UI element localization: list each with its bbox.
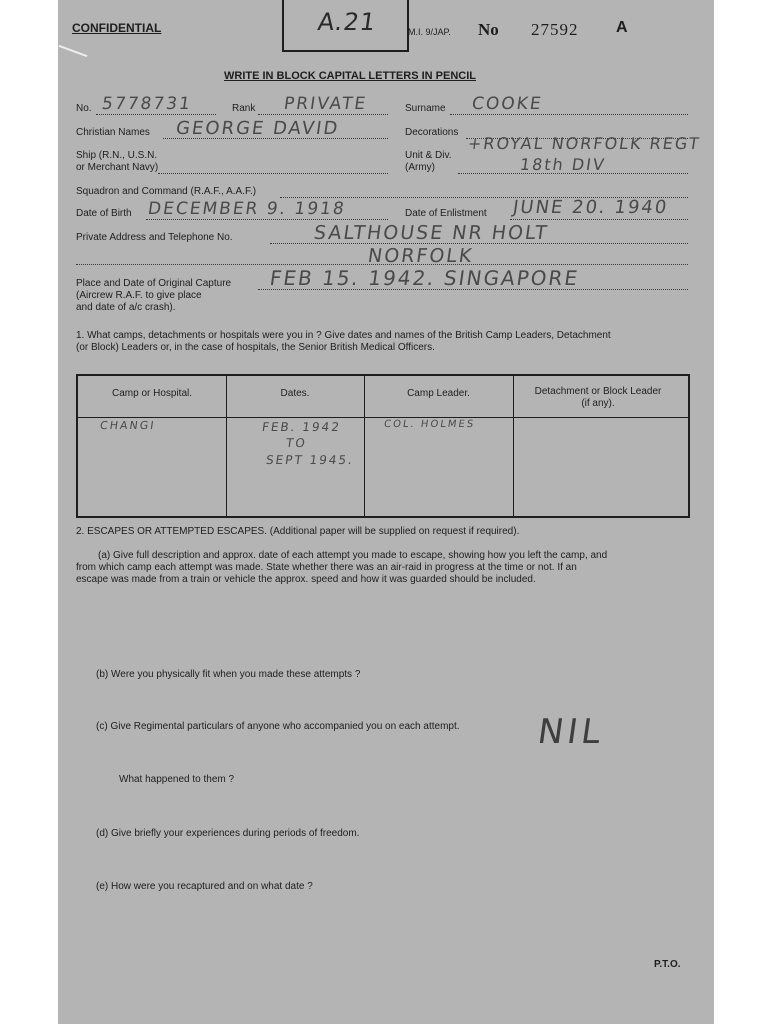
question-2c-followup: What happened to them ? (119, 774, 235, 785)
enlistment-value: JUNE 20. 1940 (511, 197, 670, 218)
question-2d: (d) Give briefly your experiences during periods of freedom. (96, 828, 360, 839)
please-turn-over: P.T.O. (654, 959, 681, 970)
string-tag (59, 45, 88, 57)
capture-label-3: and date of a/c crash). (76, 302, 176, 313)
unit-value-1: +ROYAL NORFOLK REGT (466, 134, 702, 153)
date-of-birth-value: DECEMBER 9. 1918 (146, 199, 348, 219)
rank-value: PRIVATE (282, 94, 369, 114)
question-2b: (b) Were you physically fit when you made these attempts ? (96, 669, 361, 680)
unit-label-1: Unit & Div. (405, 150, 452, 161)
question-2a-line-1: (a) Give full description and approx. date of each attempt you made to escape, showing how you left the camp, and (98, 550, 608, 561)
address-label: Private Address and Telephone No. (76, 232, 233, 243)
cell-camp-leader: COL. HOLMES (383, 419, 476, 430)
surname-label: Surname (405, 103, 446, 114)
rank-label: Rank (232, 103, 256, 114)
ship-line (158, 173, 388, 174)
capture-label-1: Place and Date of Original Capture (76, 278, 232, 289)
decorations-label: Decorations (405, 127, 459, 138)
christian-names-value: GEORGE DAVID (174, 118, 341, 139)
service-no-line (96, 114, 216, 115)
question-2a-line-3: escape was made from a train or vehicle the approx. speed and how it was guarded should be included. (76, 574, 536, 585)
question-2a-line-2: from which camp each attempt was made. State whether there was an air-raid in progress at the time or not. If an (76, 562, 577, 573)
date-of-birth-label: Date of Birth (76, 208, 132, 219)
address-value-2: NORFOLK (366, 245, 475, 267)
unit-value-2: 18th DIV (518, 155, 608, 174)
instruction-heading: WRITE IN BLOCK CAPITAL LETTERS IN PENCIL (224, 70, 476, 82)
question-1-line-2: (or Block) Leaders or, in the case of hospitals, the Senior British Medical Officers. (76, 342, 435, 353)
question-2c: (c) Give Regimental particulars of anyone who accompanied you on each attempt. (96, 721, 460, 732)
confidential-label: CONFIDENTIAL (72, 21, 162, 35)
header-camp-leader: Camp Leader. (407, 388, 470, 399)
form-reference: M.I. 9/JAP. (408, 27, 451, 37)
number-label: No (478, 20, 499, 39)
cell-camp: CHANGI (99, 419, 157, 432)
address-value-1: SALTHOUSE NR HOLT (312, 222, 551, 244)
service-no-value: 5778731 (100, 94, 194, 114)
stamp-number: A.21 (316, 8, 379, 36)
service-no-label: No. (76, 103, 92, 114)
squadron-label: Squadron and Command (R.A.F., A.A.F.) (76, 186, 257, 197)
cell-dates-3: SEPT 1945. (265, 453, 355, 467)
rank-line (258, 114, 388, 115)
form-number: 27592 (531, 20, 579, 39)
question-2c-answer: NIL (535, 712, 608, 752)
ship-label-2: or Merchant Navy) (76, 162, 159, 173)
surname-value: COOKE (470, 94, 544, 114)
camp-table (76, 374, 690, 518)
christian-names-label: Christian Names (76, 127, 150, 138)
header-dates: Dates. (280, 388, 310, 399)
header-camp: Camp or Hospital. (111, 388, 193, 399)
ship-label-1: Ship (R.N., U.S.N. (76, 150, 158, 161)
header-detachment-leader: Detachment or Block Leader (if any). (534, 386, 662, 409)
capture-value: FEB 15. 1942. SINGAPORE (268, 266, 581, 290)
question-1-line-1: 1. What camps, detachments or hospitals were you in ? Give dates and names of the British Camp Leaders, Detachment (76, 330, 611, 341)
stamp-box (282, 0, 409, 52)
cell-dates-2: TO (285, 436, 308, 450)
form-suffix: A (616, 19, 628, 36)
form-page (58, 0, 714, 1024)
date-of-birth-line (146, 219, 388, 220)
cell-dates-1: FEB. 1942 (261, 420, 342, 434)
surname-line (450, 114, 688, 115)
question-2-title: 2. ESCAPES OR ATTEMPTED ESCAPES. (Additional paper will be supplied on request if required). (76, 526, 520, 537)
enlistment-label: Date of Enlistment (405, 208, 487, 219)
question-2e: (e) How were you recaptured and on what date ? (96, 881, 313, 892)
unit-label-2: (Army) (405, 162, 435, 173)
capture-label-2: (Aircrew R.A.F. to give place (76, 290, 202, 301)
enlistment-line (510, 219, 688, 220)
